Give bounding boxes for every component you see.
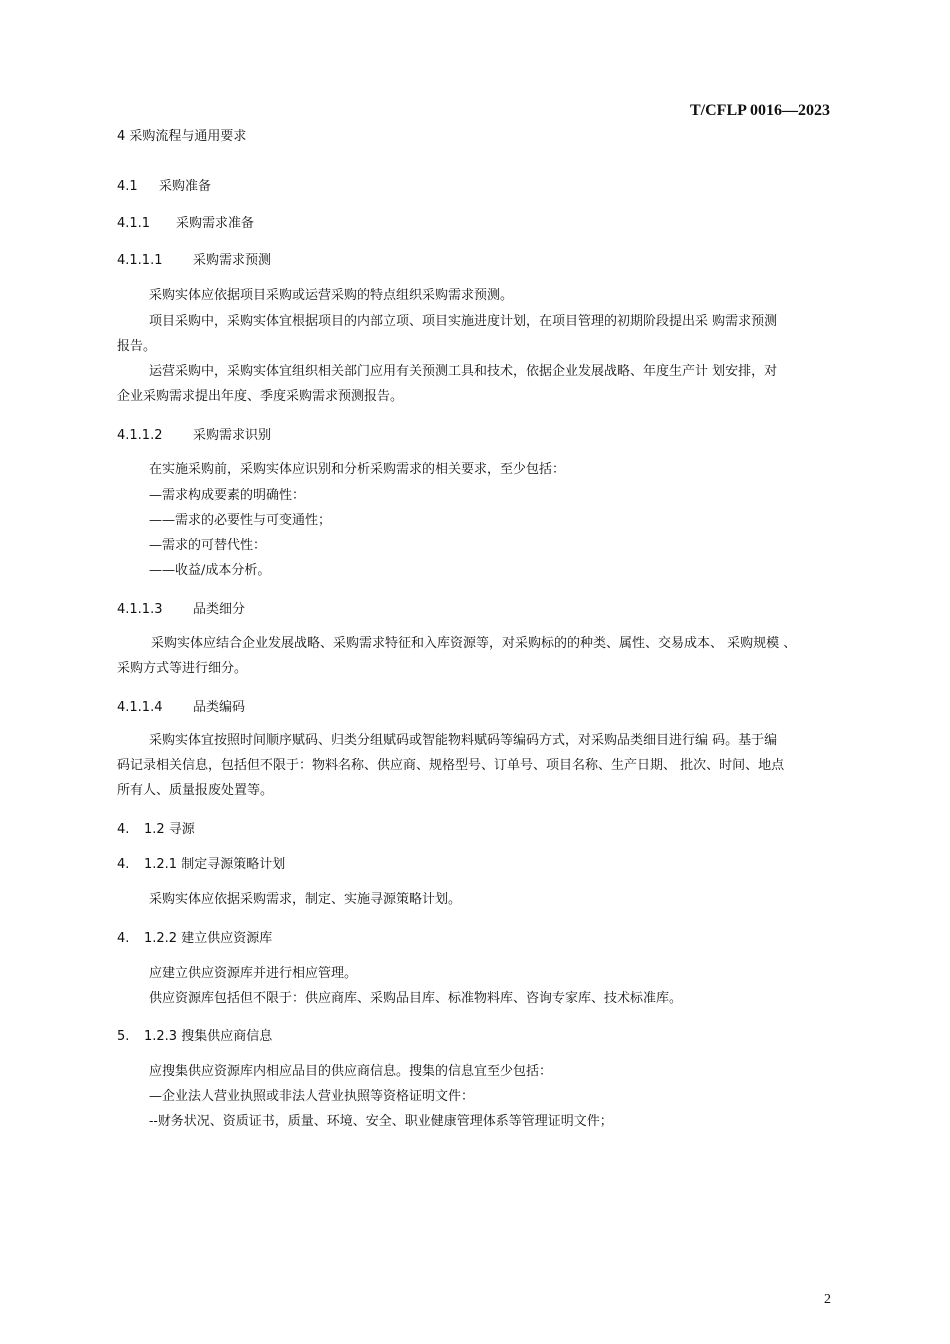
section-title: 1.2.2 建立供应资源库	[144, 931, 273, 946]
paragraph-line: 运营采购中，采购实体宜组织相关部门应用有关预测工具和技术，依据企业发展战略、年度生产计 划安排，对	[149, 364, 778, 379]
section-title: 采购需求准备	[176, 216, 255, 231]
paragraph: 采购实体应依据采购需求，制定、实施寻源策略计划。	[149, 892, 462, 907]
section-number: 4.1.1.1	[117, 253, 163, 268]
paragraph: 在实施采购前，采购实体应识别和分析采购需求的相关要求，至少包括：	[149, 462, 566, 477]
section-heading-4-1-1-1	[117, 249, 271, 268]
section-title: 品类细分	[193, 602, 246, 617]
list-item: --财务状况、资质证书，质量、环境、安全、职业健康管理体系等管理证明文件；	[149, 1114, 613, 1129]
section-number: 4.1.1.2	[117, 428, 163, 443]
section-heading-4-1-1-4	[117, 696, 245, 715]
section-number: 5.	[117, 1029, 130, 1044]
section-number: 4.1.1.3	[117, 602, 163, 617]
section-heading-4-1-1	[117, 212, 254, 231]
paragraph: 供应资源库包括但不限于：供应商库、采购品目库、标准物料库、咨询专家库、技术标准库。	[149, 991, 683, 1006]
section-number: 4.1.1.4	[117, 700, 163, 715]
section-heading-4-1-1-3	[117, 598, 245, 617]
paragraph: 应搜集供应资源库内相应品目的供应商信息。搜集的信息宜至少包括：	[149, 1064, 553, 1079]
section-number: 4.	[117, 931, 130, 946]
paragraph: 采购实体应依据项目采购或运营采购的特点组织采购需求预测。	[149, 288, 514, 303]
section-number: 4.1	[117, 179, 138, 194]
section-heading-4-1-2-3	[117, 1025, 272, 1044]
section-heading-4-1-2	[117, 818, 195, 837]
list-item: —需求构成要素的明确性：	[149, 488, 306, 503]
paragraph-line: 报告。	[117, 339, 157, 354]
document-id: T/CFLP 0016—2023	[690, 102, 831, 119]
section-heading-4-1-2-1	[117, 853, 285, 872]
section-number: 4.	[117, 822, 130, 837]
paragraph-line: 采购方式等进行细分。	[117, 661, 248, 676]
section-title: 品类编码	[193, 700, 246, 715]
paragraph: 应建立供应资源库并进行相应管理。	[149, 966, 358, 981]
section-number: 4.	[117, 857, 130, 872]
section-heading-4-1-1-2	[117, 424, 271, 443]
paragraph-line: 采购实体宜按照时间顺序赋码、归类分组赋码或智能物料赋码等编码方式，对采购品类细目进行编 码。基于编	[149, 733, 778, 748]
section-title: 采购准备	[159, 179, 212, 194]
paragraph-line: 采购实体应结合企业发展战略、采购需求特征和入库资源等，对采购标的的种类、属性、交易成本、 采购规模 、	[151, 636, 797, 651]
page-number: 2	[824, 1292, 831, 1307]
section-title: 1.2.3 搜集供应商信息	[144, 1029, 273, 1044]
paragraph-line: 项目采购中，采购实体宜根据项目的内部立项、项目实施进度计划，在项目管理的初期阶段提出采 购需求预测	[149, 314, 778, 329]
section-title: 1.2.1 制定寻源策略计划	[144, 857, 286, 872]
list-item: ——需求的必要性与可变通性；	[149, 513, 332, 528]
section-heading-4-1-2-2	[117, 927, 272, 946]
paragraph-line: 企业采购需求提出年度、季度采购需求预测报告。	[117, 389, 404, 404]
section-heading-4-1	[117, 175, 211, 194]
list-item: ——收益/成本分析。	[149, 563, 271, 578]
chapter-heading: 4 采购流程与通用要求	[117, 129, 247, 144]
paragraph-line: 所有人、质量报废处置等。	[117, 783, 274, 798]
section-number: 4.1.1	[117, 216, 151, 231]
section-title: 1.2 寻源	[144, 822, 195, 837]
list-item: —需求的可替代性：	[149, 538, 267, 553]
section-title: 采购需求识别	[193, 428, 272, 443]
paragraph-line: 码记录相关信息，包括但不限于：物料名称、供应商、规格型号、订单号、项目名称、生产日期、 批次、时间、地点	[117, 758, 785, 773]
section-title: 采购需求预测	[193, 253, 272, 268]
list-item: —企业法人营业执照或非法人营业执照等资格证明文件：	[149, 1089, 475, 1104]
